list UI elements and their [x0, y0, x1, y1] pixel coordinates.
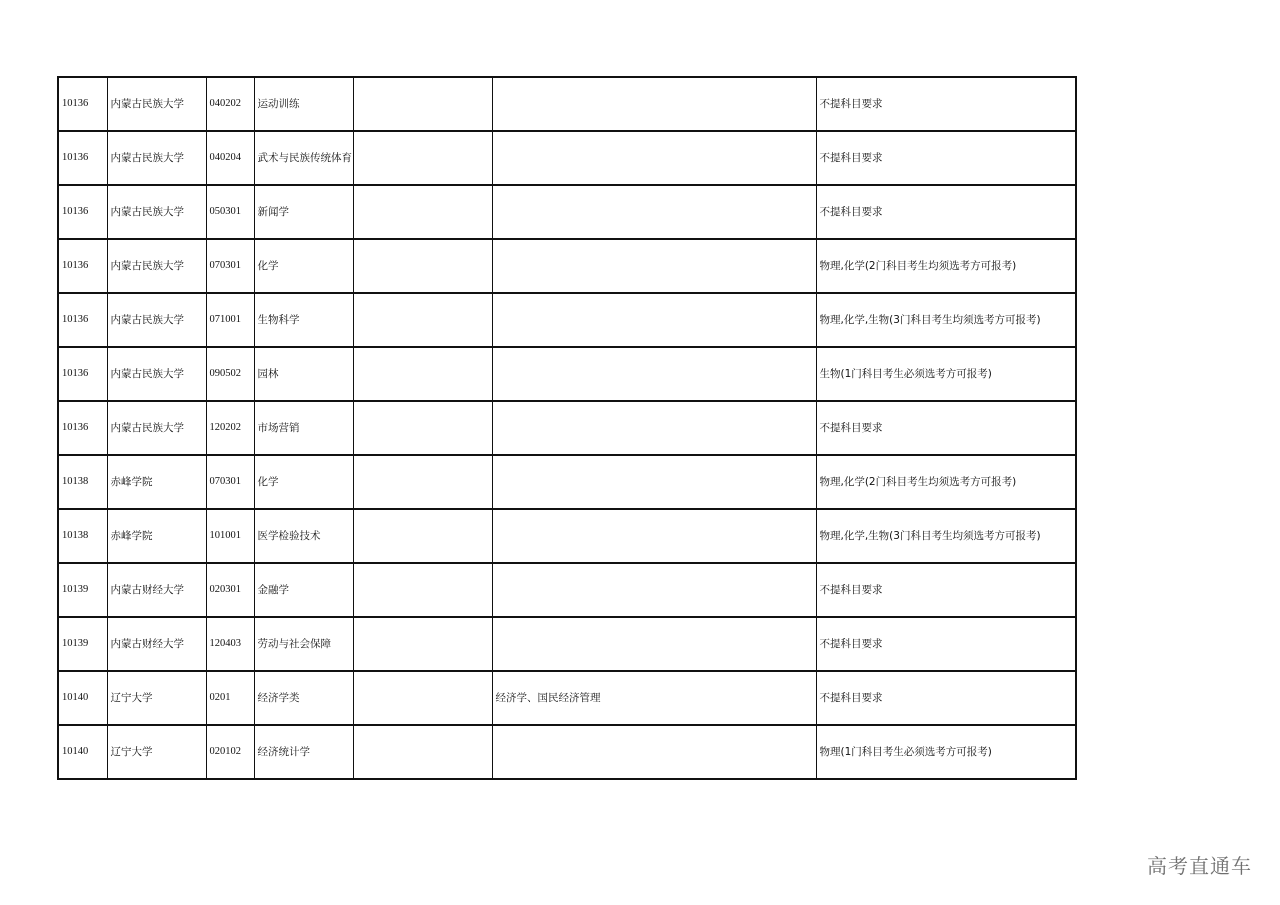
- school-code-cell: 10136: [58, 77, 107, 131]
- school-name-cell: 内蒙古民族大学: [107, 185, 206, 239]
- subject-requirement-cell: 不提科目要求: [816, 77, 1076, 131]
- major-code-cell: 050301: [206, 185, 254, 239]
- empty-cell: [353, 401, 492, 455]
- table-row: [58, 617, 1076, 671]
- table-row: [58, 401, 1076, 455]
- major-name-cell: 化学: [254, 455, 353, 509]
- included-majors-cell: [492, 185, 816, 239]
- school-name-cell: 内蒙古民族大学: [107, 239, 206, 293]
- included-majors-cell: [492, 401, 816, 455]
- major-code-cell: 040202: [206, 77, 254, 131]
- empty-cell: [353, 725, 492, 779]
- school-name-cell: 赤峰学院: [107, 509, 206, 563]
- included-majors-cell: [492, 131, 816, 185]
- empty-cell: [353, 185, 492, 239]
- major-code-cell: 020301: [206, 563, 254, 617]
- major-name-cell: 医学检验技术: [254, 509, 353, 563]
- school-code-cell: 10138: [58, 455, 107, 509]
- school-name-cell: 内蒙古财经大学: [107, 563, 206, 617]
- included-majors-cell: 经济学、国民经济管理: [492, 671, 816, 725]
- subject-requirement-cell: 不提科目要求: [816, 671, 1076, 725]
- empty-cell: [353, 455, 492, 509]
- empty-cell: [353, 563, 492, 617]
- empty-cell: [353, 239, 492, 293]
- included-majors-cell: [492, 239, 816, 293]
- empty-cell: [353, 617, 492, 671]
- table-row: [58, 347, 1076, 401]
- school-code-cell: 10140: [58, 671, 107, 725]
- major-name-cell: 经济统计学: [254, 725, 353, 779]
- school-name-cell: 内蒙古民族大学: [107, 77, 206, 131]
- watermark-text: 高考直通车: [1147, 854, 1252, 878]
- table-row: [58, 563, 1076, 617]
- school-code-cell: 10140: [58, 725, 107, 779]
- subject-requirement-cell: 不提科目要求: [816, 185, 1076, 239]
- empty-cell: [353, 77, 492, 131]
- major-code-cell: 070301: [206, 239, 254, 293]
- major-name-cell: 武术与民族传统体育: [254, 131, 353, 185]
- empty-cell: [353, 347, 492, 401]
- major-name-cell: 园林: [254, 347, 353, 401]
- major-code-cell: 090502: [206, 347, 254, 401]
- school-code-cell: 10136: [58, 293, 107, 347]
- subject-requirement-cell: 物理(1门科目考生必须选考方可报考): [816, 725, 1076, 779]
- school-code-cell: 10139: [58, 617, 107, 671]
- table-row: [58, 131, 1076, 185]
- school-code-cell: 10136: [58, 401, 107, 455]
- table-body: [58, 77, 1076, 779]
- major-name-cell: 金融学: [254, 563, 353, 617]
- subject-requirement-cell: 生物(1门科目考生必须选考方可报考): [816, 347, 1076, 401]
- major-code-cell: 040204: [206, 131, 254, 185]
- empty-cell: [353, 293, 492, 347]
- subject-requirement-cell: 物理,化学,生物(3门科目考生均须选考方可报考): [816, 509, 1076, 563]
- school-name-cell: 内蒙古民族大学: [107, 347, 206, 401]
- major-code-cell: 101001: [206, 509, 254, 563]
- table-row: [58, 671, 1076, 725]
- major-code-cell: 120403: [206, 617, 254, 671]
- subject-requirement-cell: 不提科目要求: [816, 617, 1076, 671]
- included-majors-cell: [492, 77, 816, 131]
- major-code-cell: 020102: [206, 725, 254, 779]
- school-name-cell: 辽宁大学: [107, 725, 206, 779]
- empty-cell: [353, 671, 492, 725]
- included-majors-cell: [492, 293, 816, 347]
- school-name-cell: 内蒙古民族大学: [107, 401, 206, 455]
- included-majors-cell: [492, 509, 816, 563]
- major-name-cell: 经济学类: [254, 671, 353, 725]
- school-name-cell: 赤峰学院: [107, 455, 206, 509]
- school-code-cell: 10136: [58, 131, 107, 185]
- major-code-cell: 0201: [206, 671, 254, 725]
- subject-requirement-cell: 不提科目要求: [816, 131, 1076, 185]
- subject-requirement-cell: 不提科目要求: [816, 563, 1076, 617]
- major-name-cell: 生物科学: [254, 293, 353, 347]
- table-row: [58, 725, 1076, 779]
- empty-cell: [353, 509, 492, 563]
- school-code-cell: 10138: [58, 509, 107, 563]
- school-name-cell: 内蒙古民族大学: [107, 131, 206, 185]
- major-code-cell: 071001: [206, 293, 254, 347]
- subject-requirement-cell: 物理,化学,生物(3门科目考生均须选考方可报考): [816, 293, 1076, 347]
- school-code-cell: 10136: [58, 185, 107, 239]
- major-name-cell: 运动训练: [254, 77, 353, 131]
- school-code-cell: 10136: [58, 347, 107, 401]
- school-code-cell: 10136: [58, 239, 107, 293]
- subject-requirements-table: [57, 76, 1077, 780]
- included-majors-cell: [492, 725, 816, 779]
- included-majors-cell: [492, 347, 816, 401]
- table-row: [58, 455, 1076, 509]
- table-row: [58, 293, 1076, 347]
- table-row: [58, 185, 1076, 239]
- subject-requirement-cell: 物理,化学(2门科目考生均须选考方可报考): [816, 455, 1076, 509]
- included-majors-cell: [492, 563, 816, 617]
- major-name-cell: 市场营销: [254, 401, 353, 455]
- subject-requirement-cell: 物理,化学(2门科目考生均须选考方可报考): [816, 239, 1076, 293]
- major-name-cell: 新闻学: [254, 185, 353, 239]
- included-majors-cell: [492, 617, 816, 671]
- major-name-cell: 化学: [254, 239, 353, 293]
- table-row: [58, 77, 1076, 131]
- table-row: [58, 509, 1076, 563]
- included-majors-cell: [492, 455, 816, 509]
- school-code-cell: 10139: [58, 563, 107, 617]
- school-name-cell: 内蒙古财经大学: [107, 617, 206, 671]
- major-code-cell: 120202: [206, 401, 254, 455]
- major-code-cell: 070301: [206, 455, 254, 509]
- school-name-cell: 内蒙古民族大学: [107, 293, 206, 347]
- empty-cell: [353, 131, 492, 185]
- subject-requirement-cell: 不提科目要求: [816, 401, 1076, 455]
- major-name-cell: 劳动与社会保障: [254, 617, 353, 671]
- table-row: [58, 239, 1076, 293]
- school-name-cell: 辽宁大学: [107, 671, 206, 725]
